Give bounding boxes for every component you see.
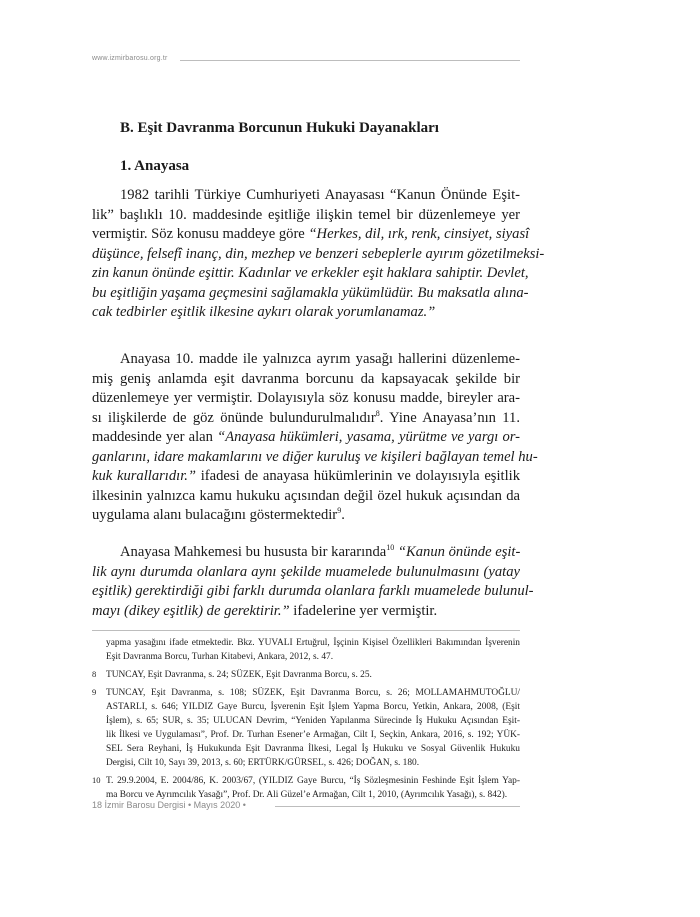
page-footer: 18 İzmir Barosu Dergisi • Mayıs 2020 •	[92, 800, 246, 810]
footnote-9-number: 9	[92, 687, 97, 697]
p2-line-5-text-a: maddesinde yer alan	[92, 429, 218, 445]
p2-line-3: düzenlemeye yer vermiştir. Dolayısıyla söz konusu madde, bireyler ara-	[92, 390, 520, 406]
p2-line-4	[92, 409, 520, 429]
p1-line-1	[92, 186, 520, 206]
footnote-continued-line-1: yapma yasağını ifade etmektedir. Bkz. YUVALI Ertuğrul, İşçinin Kişisel Özellikleri Bakımından İşverenin	[106, 638, 520, 648]
p3-quote-start: “Kanun önünde eşit-	[394, 544, 521, 560]
p3-quote-line-3: eşitlik) gerektirdiği gibi farklı durumda olanlara farklı muamelede bulunul-	[92, 583, 534, 599]
p2-line-5	[92, 428, 520, 448]
p3-line-4	[92, 602, 520, 622]
header-rule	[180, 60, 520, 61]
footnote-10-line-1: T. 29.9.2004, E. 2004/86, K. 2003/67, (YILDIZ Gaye Burcu, “İş Sözleşmesinin Feshinde Eşit İşlem Yap-	[106, 776, 520, 786]
footnote-9	[92, 686, 520, 770]
p2-quote-line-6: ganlarını, idare makamlarını ve diğer kuruluş ve kişileri bağlayan temel hu-	[92, 448, 538, 465]
footnote-separator	[92, 630, 520, 631]
section-heading: B. Eşit Davranma Borcunun Hukuki Dayanakları	[120, 120, 439, 136]
paragraph-3	[92, 543, 534, 621]
paragraph-2	[92, 350, 538, 526]
footnote-10-line-2: ma Borcu ve Ayrımcılık Yasağı”, Prof. Dr. Ali Güzel’e Armağan, Cilt 1, 2010, (Ayrımcılık Yasağı), s. 842).	[106, 790, 508, 800]
p2-quote-start: “Anayasa hükümleri, yasama, yürütme ve yargı or-	[217, 429, 520, 445]
p2-line-2: miş geniş anlamda eşit davranma borcunu da kapsayacak şekilde bir	[92, 370, 520, 387]
footnote-ref-10[interactable]: 10	[386, 543, 395, 553]
p2-line-9	[92, 506, 520, 526]
p1-quote-line-7: cak tedbirler eşitlik ilkesine aykırı olarak yorumlanamaz.”	[92, 304, 436, 320]
p1-line-1-text: 1982 tarihli Türkiye Cumhuriyeti Anayasası “Kanun Önünde Eşit-	[120, 187, 520, 203]
p3-line-3	[92, 582, 534, 602]
p1-line-3	[92, 225, 530, 245]
footnote-continued	[92, 636, 520, 664]
p3-line-1	[92, 543, 520, 563]
footnote-continued-line-2: Eşit Davranma Borcu, Turhan Kitabevi, Ankara, 2012, s. 47.	[106, 652, 334, 662]
p2-line-9-text: uygulama alanı bulacağını göstermektedir	[92, 507, 338, 523]
p2-line-8: ilkesinin yalnızca kamu hukuku açısından değil özel hukuk açısından da	[92, 487, 520, 504]
p1-line-5	[92, 264, 529, 284]
p2-line-7	[92, 467, 520, 487]
footnote-10-number: 10	[92, 775, 101, 785]
p2-line-7-text: ifadesi de anayasa hükümlerinin ve dolayısıyla eşitlik	[196, 468, 520, 484]
footnote-9-line-4: lik İlkesi ve Uygulaması”, Prof. Dr. Turhan Esener’e Armağan, Cilt I, Seçkin, Ankara, 2016, s. 192; YÜK-	[106, 730, 520, 740]
p3-line-4-text: ifadelerine yer vermiştir.	[289, 602, 438, 619]
footnote-8-line-1: TUNCAY, Eşit Davranma, s. 24; SÜZEK, Eşit Davranma Borcu, s. 25.	[106, 670, 372, 680]
footnote-9-line-2: ASTARLI, s. 646; YILDIZ Gaye Burcu, İşverenin Eşit İşlem Yapma Borcu, Yetkin, Ankara, 2008, (Eşit	[106, 702, 520, 712]
p2-line-9-period: .	[341, 507, 345, 523]
p1-line-2-text: lik” başlıklı 10. maddesinde eşitliğe ilişkin temel bir düzenlemeye yer	[92, 206, 520, 223]
footnote-9-line-6: Dergisi, Cilt 10, Sayı 39, 2013, s. 60; ERTÜRK/GÜRSEL, s. 426; DOĞAN, s. 180.	[106, 758, 420, 768]
footnote-9-line-5: SEL Sera Reyhani, İş Hukukunda Eşit Davranma İlkesi, Legal İş Hukuku ve Sosyal Güvenlik Hukuku	[106, 744, 520, 754]
footnote-8	[92, 668, 520, 682]
p3-line-2	[92, 563, 520, 583]
p1-quote-line-4: düşünce, felsefî inanç, din, mezhep ve benzeri sebeplerle ayırım gözetilmeksi-	[92, 245, 545, 262]
p2-line-4-text-a: sı ilişkilerde de göz önünde bulundurulmalıdır	[92, 409, 376, 426]
footnote-ref-9[interactable]: 9	[337, 506, 342, 516]
p1-line-7	[92, 303, 520, 323]
header-url[interactable]: www.izmirbarosu.org.tr	[92, 55, 168, 62]
p1-line-4	[92, 245, 545, 265]
p2-quote-end: kuk kurallarıdır.”	[92, 468, 197, 484]
p1-line-6	[92, 284, 529, 304]
p2-line-4-text-b: . Yine Anayasa’nın 11.	[379, 409, 521, 426]
footnotes	[92, 636, 520, 806]
footnote-ref-8[interactable]: 8	[375, 408, 380, 418]
p2-line-6	[92, 448, 538, 468]
footnote-9-line-1: TUNCAY, Eşit Davranma, s. 108; SÜZEK, Eşit Davranma Borcu, s. 26; MOLLAMAHMUTOĞLU/	[106, 688, 520, 698]
p1-quote-start: “Herkes, dil, ırk, renk, cinsiyet, siyasî	[308, 226, 530, 242]
p3-quote-end: mayı (dikey eşitlik) de gerektirir.”	[92, 602, 290, 619]
paragraph-1	[92, 186, 545, 323]
p2-line-1: Anayasa 10. madde ile yalnızca ayrım yasağı hallerini düzenleme-	[120, 351, 520, 367]
p3-line-1-text: Anayasa Mahkemesi bu hususta bir kararında	[120, 544, 387, 560]
subsection-heading: 1. Anayasa	[120, 158, 190, 174]
p1-quote-line-5: zin kanun önünde eşittir. Kadınlar ve erkekler eşit haklara sahiptir. Devlet,	[92, 265, 529, 281]
footnote-10	[92, 774, 520, 802]
p1-quote-line-6: bu eşitliğin yaşama geçmesini sağlamakla yükümlüdür. Bu maksatla alına-	[92, 284, 529, 301]
p1-line-2	[92, 206, 520, 226]
footer-rule	[275, 806, 520, 807]
footnote-9-line-3: İşlem), s. 65; SUR, s. 35; ULUCAN Devrim, “Yeniden Yapılanma Sürecinde İş Hukuku Açısından Eşit-	[106, 716, 520, 726]
footnote-8-number: 8	[92, 669, 97, 679]
p3-quote-line-2: lik aynı durumda olanlara aynı şekilde muamelede bulunulmasını (yatay	[92, 563, 520, 580]
p1-line-3-text: vermiştir. Söz konusu maddeye göre	[92, 226, 309, 242]
